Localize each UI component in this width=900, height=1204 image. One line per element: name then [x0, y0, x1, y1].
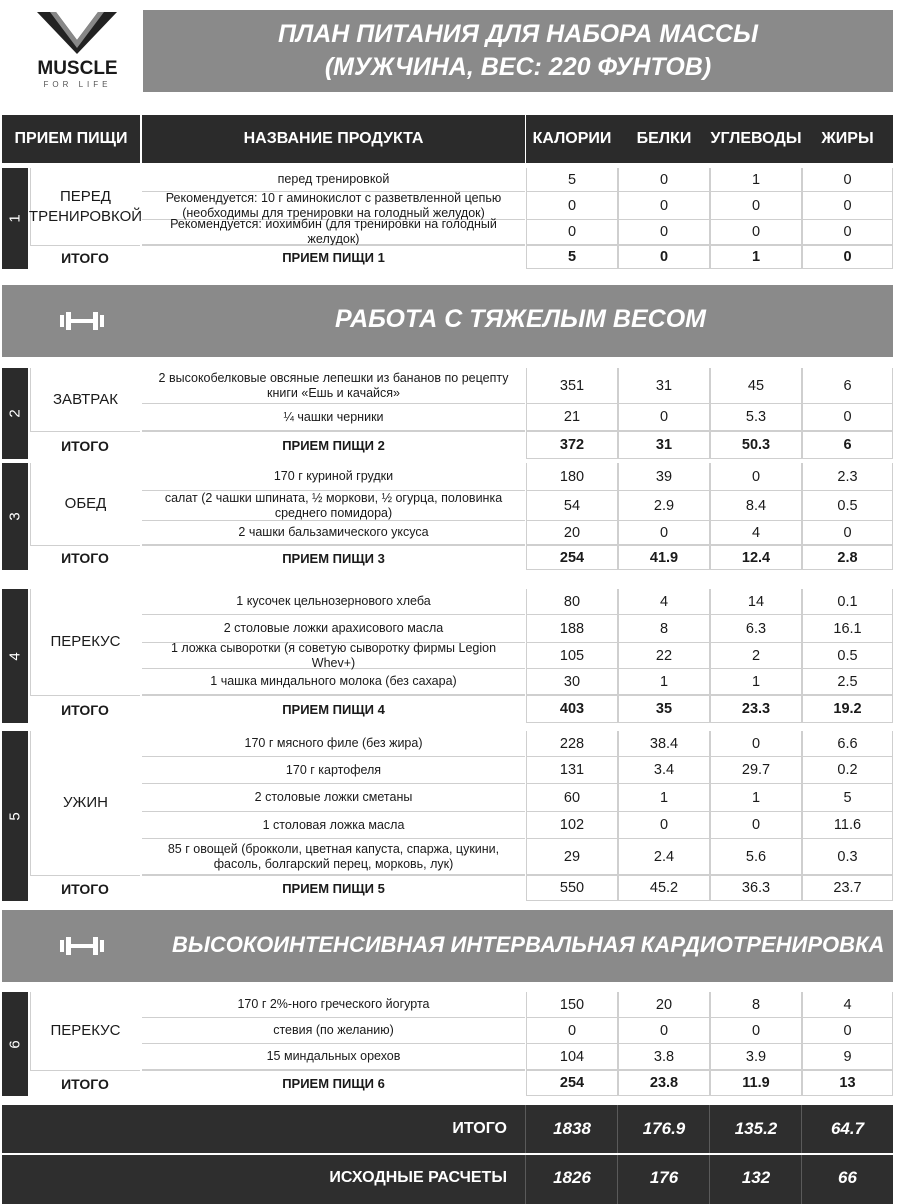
meal-number-tab — [2, 992, 28, 1096]
food-name: 2 высокобелковые овсяные лепешки из бананов по рецепту книги «Ешь и качайся» — [142, 368, 525, 404]
meal-name: ОБЕД — [30, 463, 140, 545]
divider — [617, 1155, 618, 1204]
food-name: 170 г мясного филе (без жира) — [142, 731, 525, 757]
value-carbs: 3.9 — [710, 1044, 802, 1070]
meal-name: УЖИН — [30, 731, 140, 875]
food-name: стевия (по желанию) — [142, 1018, 525, 1044]
value-protein: 1 — [618, 784, 710, 812]
total-meal-name: ПРИЕМ ПИЩИ 1 — [142, 245, 525, 269]
food-name: Рекомендуется: иохимбин (для тренировки на голодный желудок) — [142, 220, 525, 245]
meal-name: ПЕРЕД ТРЕНИРОВКОЙ — [30, 168, 140, 245]
divider — [617, 1105, 618, 1153]
value-carbs: 4 — [710, 521, 802, 545]
summary-total-protein: 176.9 — [642, 1119, 686, 1138]
value-carbs: 0 — [710, 1018, 802, 1044]
value-carbs: 8 — [710, 992, 802, 1018]
value-protein: 3.8 — [618, 1044, 710, 1070]
value-fat: 0.5 — [802, 643, 893, 669]
value-calories: 30 — [526, 669, 618, 695]
value-calories: 228 — [526, 731, 618, 757]
value-fat: 0.1 — [802, 589, 893, 615]
heavy-weights-title: РАБОТА С ТЯЖЕЛЫМ ВЕСОМ — [335, 305, 706, 333]
divider — [525, 1105, 526, 1153]
value-protein: 0 — [618, 220, 710, 245]
total-label: ИТОГО — [30, 1070, 140, 1096]
summary-base-calories: 1826 — [553, 1167, 591, 1187]
header-carbs: УГЛЕВОДЫ — [710, 115, 802, 163]
total-calories: 550 — [526, 875, 618, 901]
meal-number-tab — [2, 368, 28, 459]
total-fat: 13 — [802, 1070, 893, 1096]
total-fat: 2.8 — [802, 545, 893, 570]
title-line-1: ПЛАН ПИТАНИЯ ДЛЯ НАБОРА МАССЫ — [278, 20, 758, 48]
value-fat: 0 — [802, 521, 893, 545]
value-calories: 351 — [526, 368, 618, 404]
value-fat: 2.3 — [802, 463, 893, 491]
logo — [20, 8, 135, 94]
value-fat: 4 — [802, 992, 893, 1018]
value-calories: 188 — [526, 615, 618, 643]
meal-number-tab — [2, 589, 28, 723]
food-name: 1 чашка миндального молока (без сахара) — [142, 669, 525, 695]
value-calories: 5 — [526, 168, 618, 192]
value-carbs: 5.3 — [710, 404, 802, 431]
summary-base-fat: 66 — [838, 1167, 857, 1187]
summary-total-label: ИТОГО — [452, 1120, 507, 1137]
total-calories: 5 — [526, 245, 618, 269]
value-calories: 20 — [526, 521, 618, 545]
value-fat: 2.5 — [802, 669, 893, 695]
total-meal-name: ПРИЕМ ПИЩИ 2 — [142, 431, 525, 459]
value-calories: 0 — [526, 192, 618, 220]
value-calories: 104 — [526, 1044, 618, 1070]
value-calories: 105 — [526, 643, 618, 669]
value-calories: 131 — [526, 757, 618, 784]
summary-total-carbs: 135.2 — [734, 1119, 778, 1138]
value-fat: 16.1 — [802, 615, 893, 643]
value-protein: 38.4 — [618, 731, 710, 757]
food-name: перед тренировкой — [142, 168, 525, 192]
total-calories: 254 — [526, 545, 618, 570]
total-carbs: 36.3 — [710, 875, 802, 901]
meal-name: ЗАВТРАК — [30, 368, 140, 431]
title-line-2: (МУЖЧИНА, ВЕС: 220 ФУНТОВ) — [324, 53, 712, 81]
header-protein: БЕЛКИ — [618, 115, 710, 163]
value-carbs: 0 — [710, 220, 802, 245]
value-protein: 0 — [618, 1018, 710, 1044]
total-carbs: 1 — [710, 245, 802, 269]
meal-number: 1 — [6, 214, 24, 223]
muscle-for-life-logo-icon — [20, 8, 135, 56]
hiit-banner — [2, 910, 893, 982]
total-fat: 6 — [802, 431, 893, 459]
food-name: 2 столовые ложки сметаны — [142, 784, 525, 812]
value-protein: 0 — [618, 812, 710, 839]
value-carbs: 8.4 — [710, 491, 802, 521]
total-label: ИТОГО — [30, 695, 140, 723]
value-protein: 0 — [618, 404, 710, 431]
food-name: 2 столовые ложки арахисового масла — [142, 615, 525, 643]
summary-total-fat: 64.7 — [830, 1119, 865, 1138]
value-protein: 2.4 — [618, 839, 710, 875]
logo-title: MUSCLE — [37, 58, 118, 79]
value-protein: 39 — [618, 463, 710, 491]
value-calories: 29 — [526, 839, 618, 875]
header-fat: ЖИРЫ — [802, 115, 893, 163]
value-carbs: 29.7 — [710, 757, 802, 784]
divider — [525, 1155, 526, 1204]
value-calories: 80 — [526, 589, 618, 615]
value-calories: 21 — [526, 404, 618, 431]
value-protein: 1 — [618, 669, 710, 695]
value-calories: 150 — [526, 992, 618, 1018]
title-banner — [143, 10, 893, 92]
total-meal-name: ПРИЕМ ПИЩИ 6 — [142, 1070, 525, 1096]
total-fat: 0 — [802, 245, 893, 269]
total-meal-name: ПРИЕМ ПИЩИ 5 — [142, 875, 525, 901]
value-carbs: 6.3 — [710, 615, 802, 643]
value-fat: 0 — [802, 220, 893, 245]
food-name: 170 г 2%-ного греческого йогурта — [142, 992, 525, 1018]
food-name: 85 г овощей (брокколи, цветная капуста, спаржа, цукини, фасоль, болгарский перец, морковь, лук) — [142, 839, 525, 875]
total-calories: 372 — [526, 431, 618, 459]
food-name: 15 миндальных орехов — [142, 1044, 525, 1070]
food-name: ¼ чашки черники — [142, 404, 525, 431]
value-carbs: 45 — [710, 368, 802, 404]
value-fat: 0 — [802, 168, 893, 192]
value-protein: 8 — [618, 615, 710, 643]
value-fat: 0 — [802, 192, 893, 220]
value-calories: 0 — [526, 1018, 618, 1044]
value-protein: 31 — [618, 368, 710, 404]
total-protein: 0 — [618, 245, 710, 269]
summary-base-label: ИСХОДНЫЕ РАСЧЕТЫ — [329, 1168, 507, 1186]
food-name: 170 г картофеля — [142, 757, 525, 784]
food-name: салат (2 чашки шпината, ½ моркови, ½ огурца, половинка среднего помидора) — [142, 491, 525, 521]
food-name: Рекомендуется: 10 г аминокислот с разветвленной цепью (необходимы для тренировки на голодный желудок) — [142, 192, 525, 220]
header-food: НАЗВАНИЕ ПРОДУКТА — [142, 115, 525, 163]
total-label: ИТОГО — [30, 545, 140, 570]
total-fat: 23.7 — [802, 875, 893, 901]
value-carbs: 0 — [710, 463, 802, 491]
hiit-title: ВЫСОКОИНТЕНСИВНАЯ ИНТЕРВАЛЬНАЯ КАРДИОТРЕНИРОВКА — [172, 932, 885, 957]
meal-number-tab — [2, 168, 28, 269]
value-protein: 0 — [618, 521, 710, 545]
meal-name: ПЕРЕКУС — [30, 589, 140, 695]
total-meal-name: ПРИЕМ ПИЩИ 4 — [142, 695, 525, 723]
total-meal-name: ПРИЕМ ПИЩИ 3 — [142, 545, 525, 570]
total-label: ИТОГО — [30, 245, 140, 269]
dumbbell-icon — [60, 935, 104, 957]
value-calories: 102 — [526, 812, 618, 839]
meal-number-tab — [2, 463, 28, 570]
value-protein: 3.4 — [618, 757, 710, 784]
total-carbs: 11.9 — [710, 1070, 802, 1096]
value-fat: 5 — [802, 784, 893, 812]
meal-number: 3 — [6, 512, 24, 521]
value-fat: 0.5 — [802, 491, 893, 521]
food-name: 170 г куриной грудки — [142, 463, 525, 491]
summary-base-row — [2, 1155, 893, 1204]
value-carbs: 14 — [710, 589, 802, 615]
value-fat: 0.3 — [802, 839, 893, 875]
food-name: 1 кусочек цельнозернового хлеба — [142, 589, 525, 615]
value-carbs: 0 — [710, 192, 802, 220]
value-carbs: 1 — [710, 784, 802, 812]
meal-number: 2 — [6, 409, 24, 418]
total-protein: 31 — [618, 431, 710, 459]
header-calories: КАЛОРИИ — [526, 115, 618, 163]
summary-total-calories: 1838 — [553, 1119, 591, 1138]
value-protein: 22 — [618, 643, 710, 669]
total-protein: 41.9 — [618, 545, 710, 570]
food-name: 1 столовая ложка масла — [142, 812, 525, 839]
total-calories: 403 — [526, 695, 618, 723]
total-protein: 35 — [618, 695, 710, 723]
value-protein: 0 — [618, 168, 710, 192]
value-fat: 0 — [802, 404, 893, 431]
value-carbs: 5.6 — [710, 839, 802, 875]
value-carbs: 0 — [710, 812, 802, 839]
total-protein: 45.2 — [618, 875, 710, 901]
logo-subtitle: FOR LIFE — [43, 80, 112, 89]
divider — [801, 1155, 802, 1204]
value-carbs: 0 — [710, 731, 802, 757]
total-label: ИТОГО — [30, 431, 140, 459]
divider — [709, 1105, 710, 1153]
summary-total-row — [2, 1105, 893, 1153]
total-carbs: 23.3 — [710, 695, 802, 723]
value-calories: 60 — [526, 784, 618, 812]
meal-number: 4 — [6, 651, 24, 661]
value-protein: 0 — [618, 192, 710, 220]
meal-name: ПЕРЕКУС — [30, 992, 140, 1070]
value-protein: 20 — [618, 992, 710, 1018]
value-fat: 0.2 — [802, 757, 893, 784]
divider — [709, 1155, 710, 1204]
heavy-weights-banner — [2, 285, 893, 357]
food-name: 2 чашки бальзамического уксуса — [142, 521, 525, 545]
summary-base-carbs: 132 — [741, 1167, 771, 1187]
value-protein: 4 — [618, 589, 710, 615]
total-fat: 19.2 — [802, 695, 893, 723]
summary-base-protein: 176 — [649, 1167, 679, 1187]
divider — [801, 1105, 802, 1153]
value-carbs: 1 — [710, 669, 802, 695]
value-carbs: 2 — [710, 643, 802, 669]
total-calories: 254 — [526, 1070, 618, 1096]
value-fat: 0 — [802, 1018, 893, 1044]
value-carbs: 1 — [710, 168, 802, 192]
value-calories: 180 — [526, 463, 618, 491]
header-meal: ПРИЕМ ПИЩИ — [2, 115, 140, 163]
value-fat: 11.6 — [802, 812, 893, 839]
total-carbs: 12.4 — [710, 545, 802, 570]
value-fat: 6 — [802, 368, 893, 404]
value-protein: 2.9 — [618, 491, 710, 521]
meal-number: 6 — [6, 1039, 24, 1049]
total-label: ИТОГО — [30, 875, 140, 901]
total-protein: 23.8 — [618, 1070, 710, 1096]
value-fat: 9 — [802, 1044, 893, 1070]
value-calories: 0 — [526, 220, 618, 245]
meal-number: 5 — [6, 811, 24, 821]
value-calories: 54 — [526, 491, 618, 521]
total-carbs: 50.3 — [710, 431, 802, 459]
food-name: 1 ложка сыворотки (я советую сыворотку фирмы Legion Whev+) — [142, 643, 525, 669]
value-fat: 6.6 — [802, 731, 893, 757]
meal-number-tab — [2, 731, 28, 901]
